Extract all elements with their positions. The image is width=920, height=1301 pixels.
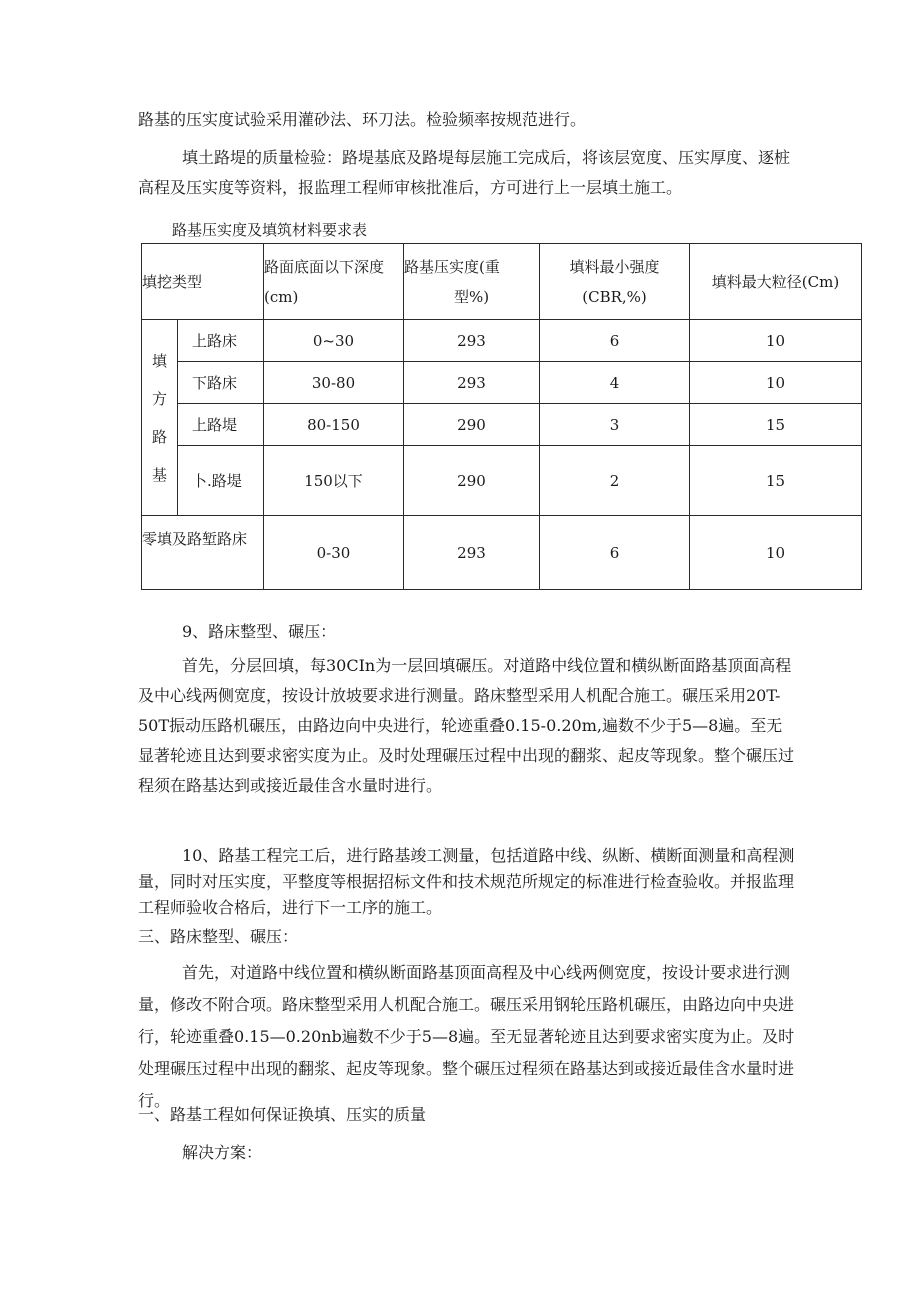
solution-label: 解决方案： — [182, 1143, 263, 1162]
requirements-table — [141, 243, 862, 590]
header-compaction: 路基压实度(重 型%) — [404, 244, 540, 320]
row-max-size: 10 — [690, 516, 862, 590]
row-max-size: 10 — [690, 320, 862, 362]
row-name: 零填及路堑路床 — [142, 516, 264, 590]
row-strength: 3 — [540, 404, 690, 446]
section-9-body: 首先，分层回填，每30CIn为一层回填碾压。对道路中线位置和横纵断面路基顶面高程及中心线两侧宽度，按设计放坡要求进行测量。路床整型采用人机配合施工。碾压采用20T-50T振动压路机碾压，由路边向中央进行，轮迹重叠0.15-0.20m,遍数不少于5—8遍。至无显著轮迹且达到要求密实度为止。及时处理碾压过程中出现的翻浆、起皮等现象。整个碾压过程须在路基达到或接近最佳含水量时进行。 — [138, 656, 795, 795]
header-type: 填挖类型 — [142, 244, 264, 320]
row-name: 卜.路堤 — [178, 446, 264, 516]
table-row — [142, 404, 862, 446]
group-label-fill-subgrade: 填 方 路 基 — [142, 320, 178, 516]
row-max-size: 15 — [690, 446, 862, 516]
paragraph-fill-quality-check: 填土路堤的质量检验：路堤基底及路堤每层施工完成后，将该层宽度、压实厚度、逐桩高程及压实度等资料，报监理工程师审核批准后，方可进行上一层填土施工。 — [138, 148, 791, 197]
section-3-body: 首先，对道路中线位置和横纵断面路基顶面高程及中心线两侧宽度，按设计要求进行测量，修改不附合项。路床整型采用人机配合施工。碾压采用钢轮压路机碾压，由路边向中央进行，轮迹重叠0.15—0.20nb遍数不少于5—8遍。至无显著轮迹且达到要求密实度为止。及时处理碾压过程中出现的翻浆、起皮等现象。整个碾压过程须在路基达到或接近最佳含水量时进行。 — [138, 963, 795, 1110]
row-depth: 30-80 — [264, 362, 404, 404]
row-compaction: 290 — [404, 446, 540, 516]
section-10-body: 10、路基工程完工后，进行路基竣工测量，包括道路中线、纵断、横断面测量和高程测量，同时对压实度，平整度等根据招标文件和技术规范所规定的标准进行检查验收。并报监理工程师验收合格后，进行下一工序的施工。 — [138, 846, 795, 917]
row-depth: 0~30 — [264, 320, 404, 362]
table-row — [142, 320, 862, 362]
table-row — [142, 446, 862, 516]
header-strength: 填料最小强度 (CBR,%) — [540, 244, 690, 320]
row-compaction: 293 — [404, 320, 540, 362]
row-name: 上路床 — [178, 320, 264, 362]
row-strength: 4 — [540, 362, 690, 404]
row-depth: 150以下 — [264, 446, 404, 516]
row-compaction: 293 — [404, 362, 540, 404]
row-name: 下路床 — [178, 362, 264, 404]
row-strength: 6 — [540, 320, 690, 362]
row-max-size: 15 — [690, 404, 862, 446]
row-depth: 0-30 — [264, 516, 404, 590]
table-row — [142, 516, 862, 590]
row-name: 上路堤 — [178, 404, 264, 446]
section-1-heading: 一、路基工程如何保证换填、压实的质量 — [138, 1105, 427, 1124]
table-row — [142, 362, 862, 404]
row-max-size: 10 — [690, 362, 862, 404]
section-3-heading: 三、路床整型、碾压： — [138, 927, 299, 946]
row-strength: 2 — [540, 446, 690, 516]
table-caption: 路基压实度及填筑材料要求表 — [172, 221, 368, 239]
row-compaction: 290 — [404, 404, 540, 446]
row-strength: 6 — [540, 516, 690, 590]
paragraph-compaction-test: 路基的压实度试验采用灌砂法、环刀法。检验频率按规范进行。 — [138, 110, 587, 129]
row-compaction: 293 — [404, 516, 540, 590]
section-9-heading: 9、路床整型、碾压： — [182, 622, 337, 641]
row-depth: 80-150 — [264, 404, 404, 446]
header-max-size: 填料最大粒径(Cm) — [690, 244, 862, 320]
table-header-row — [142, 244, 862, 320]
header-depth: 路面底面以下深度 (cm) — [264, 244, 404, 320]
